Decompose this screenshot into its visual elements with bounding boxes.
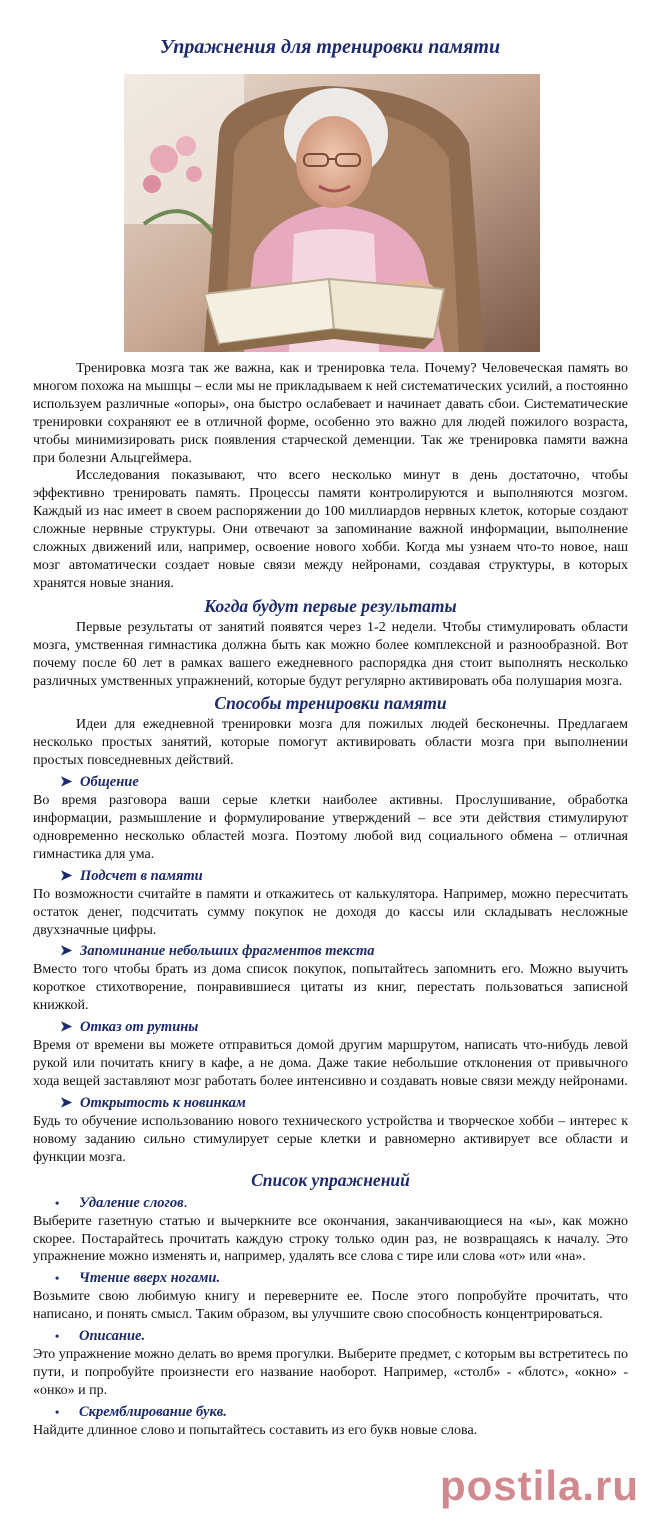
method-title: Отказ от рутины [80,1019,199,1036]
exercise-title: Чтение вверх ногами. [79,1270,221,1287]
intro-paragraph: Исследования показывают, что всего несколько минут в день достаточно, чтобы эффективно тренировать память. Процессы памяти контролируются и выполняются мозгом. Каждый из нас имеет в своем распоряжении до 100 миллиардов нервных клеток, которые создают сложные нервные структуры. Они отвечают за запоминание важной информации, выполнение сложных движений или, например, освоение нового хобби. Когда мы узнаем что-то новое, наш мозг автоматически создает новые связи между нейронами, создавая структуры, в которых хранятся новые знания. [33,468,628,591]
exercise-title: Скремблирование букв. [79,1403,227,1420]
exercise-title-suffix: . [183,1194,188,1211]
method-text: Во время разговора ваши серые клетки наиболее активны. Прослушивание, обработка информации, размышление и формулирование утверждений – все эти действия стимулируют одновременно несколько областей мозга. Поэтому любой вид социального обмена – отличная гимнастика для ума. [33,793,628,862]
method-title: Подсчет в памяти [80,867,203,884]
arrow-bullet-icon: ➤ [60,774,73,791]
page-title: Упражнения для тренировки памяти [159,36,501,58]
bullet-icon: • [55,1329,60,1344]
method-heading [33,867,628,885]
bullet-icon: • [55,1271,60,1286]
intro-paragraph: Тренировка мозга так же важна, как и тренировка тела. Почему? Человеческая память во многом похожа на мышцы – если мы не прикладываем к ней систематических усилий, а постоянно используем различные «опоры», она быстро ослабевает и начинает давать сбои. Систематические тренировки сохраняют ее в отличной форме, особенно это важно для людей пожилого возраста, чтобы минимизировать риск появления старческой деменции. Так же тренировка памяти важна при болезни Альцгеймера. [33,361,628,466]
method-title: Общение [80,774,139,791]
method-text: По возможности считайте в памяти и откажитесь от калькулятора. Например, можно пересчитать остаток денег, подсчитать сумму покупок не доходя до кассы или складывать несложные двухзначные цифры. [33,886,628,938]
arrow-bullet-icon: ➤ [60,867,73,884]
exercise-title: Удаление слогов [79,1194,184,1211]
method-title: Открытость к новинкам [80,1094,246,1111]
arrow-bullet-icon: ➤ [60,943,73,960]
exercise-heading [33,1403,628,1421]
section-heading-exercises: Список упражнений [251,1169,410,1190]
method-heading [33,1094,628,1112]
section-heading-results: Когда будут первые результаты [204,595,457,616]
methods-paragraph: Идеи для ежедневной тренировки мозга для пожилых людей бесконечны. Предлагаем несколько простых занятий, которые помогут активировать области мозга при выполнении простых повседневных действий. [33,717,628,769]
exercise-text: Найдите длинное слово и попытайтесь составить из его букв новые слова. [33,1422,478,1438]
arrow-bullet-icon: ➤ [60,1019,73,1036]
method-title: Запоминание небольших фрагментов текста [80,943,375,960]
method-text: Время от времени вы можете отправиться домой другим маршрутом, написать что-нибудь левой рукой или почитать книгу в кафе, а не дома. Даже такие небольшие отклонения от привычного хода вещей заставляют мозг работать более интенсивно и создавать новые связи между нейронами. [33,1038,628,1089]
article-body [33,360,628,1440]
exercise-text: Выберите газетную статью и вычеркните все окончания, заканчивающиеся на «ы», как можно скорее. Постарайтесь прочитать каждую строку только один раз, не возвращаясь к началу. Это упражнение можно изменять и, например, удалять все слова с тире или слова «от» или «на». [33,1213,628,1265]
results-paragraph: Первые результаты от занятий появятся через 1-2 недели. Чтобы стимулировать области мозга, умственная гимнастика должна быть как можно более комплексной и разнообразной. Вот почему после 60 лет в рамках вашего ежедневного распорядка дня стоит выполнять несколько различных умственных упражнений, которые будут регулярно активировать оба полушария мозга. [33,619,628,689]
exercise-title: Описание. [79,1328,146,1345]
exercise-heading [33,1269,628,1287]
section-heading-methods: Способы тренировки памяти [214,693,447,714]
method-text: Вместо того чтобы брать из дома список покупок, попытайтесь запомнить его. Можно выучить короткое стихотворение, понравившиеся цитаты из книг, перестать пользоваться записной книжкой. [33,962,628,1014]
method-text: Будь то обучение использованию нового технического устройства и творческое хобби – интерес к новому заданию сильно стимулирует серые клетки и равномерно активирует все области и функции мозга. [33,1113,628,1165]
exercise-heading [33,1194,628,1212]
arrow-bullet-icon: ➤ [60,1094,73,1111]
exercise-text: Возьмите свою любимую книгу и переверните ее. После этого попробуйте прочитать, что написано, и понять смысл. Таким образом, вы улучшите свою способность концентрироваться. [33,1289,628,1323]
photo-elderly-woman-reading [124,74,540,352]
watermark-logo: postila.ru [440,1462,640,1509]
bullet-icon: • [55,1195,60,1210]
exercise-heading [33,1327,628,1345]
bullet-icon: • [55,1404,60,1419]
method-heading [33,773,628,791]
method-heading [33,942,628,960]
method-heading [33,1018,628,1036]
exercise-text: Это упражнение можно делать во время прогулки. Выберите предмет, с которым вы встретитесь по пути, и попробуйте произнести его название наоборот. Например, «столб» - «блотс», «окно» - «онко» и пр. [33,1347,628,1398]
